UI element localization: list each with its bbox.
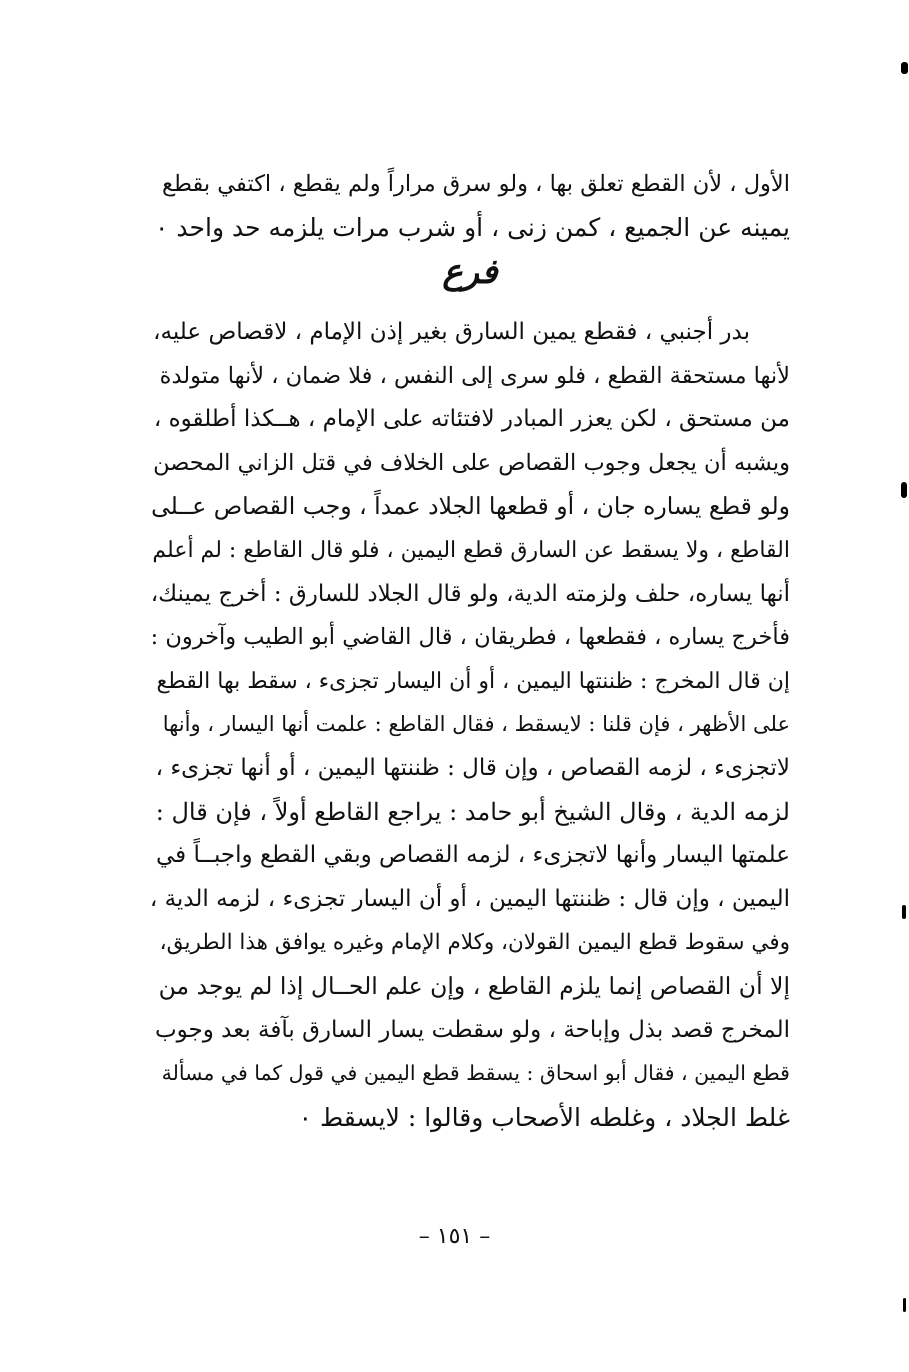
text-line: اليمين ، وإن قال : ظننتها اليمين ، أو أن اليسار تجزىء ، لزمه الدية ، [150, 885, 790, 912]
text-line: على الأظهر ، فإن قلنا : لايسقط ، فقال القاطع : علمت أنها اليسار ، وأنها [162, 712, 790, 737]
text-line: علمتها اليسار وأنها لاتجزىء ، لزمه القصاص وبقي القطع واجبــاً في [156, 842, 790, 869]
text-line: فأخرج يساره ، فقطعها ، فطريقان ، قال القاضي أبو الطيب وآخرون : [150, 624, 790, 651]
text-line: إن قال المخرج : ظننتها اليمين ، أو أن اليسار تجزىء ، سقط بها القطع [156, 668, 790, 694]
scan-edge-mark [903, 1298, 906, 1312]
text-line: لاتجزىء ، لزمه القصاص ، وإن قال : ظننتها اليمين ، أو أنها تجزىء ، [155, 754, 790, 781]
text-line: ويشبه أن يجعل وجوب القصاص على الخلاف في قتل الزاني المحصن [153, 449, 790, 476]
text-line: أنها يساره، حلف ولزمته الدية، ولو قال الجلاد للسارق : أخرج يمينك، [150, 580, 790, 607]
scan-edge-mark [901, 62, 908, 74]
text-line: لزمه الدية ، وقال الشيخ أبو حامد : يراجع القاطع أولاً ، فإن قال : [155, 797, 790, 826]
text-line: لأنها مستحقة القطع ، فلو سرى إلى النفس ، فلا ضمان ، لأنها متولدة [159, 362, 790, 389]
text-line: من مستحق ، لكن يعزر المبادر لافتئاته على الإمام ، هــكذا أطلقوه ، [153, 406, 790, 433]
text-line: وفي سقوط قطع اليمين القولان، وكلام الإمام وغيره يوافق هذا الطريق، [159, 930, 790, 956]
text-line: ولو قطع يساره جان ، أو قطعها الجلاد عمداً ، وجب القصاص عــلى [151, 492, 790, 521]
scan-edge-mark [901, 482, 907, 498]
page-number: – ١٥١ – [418, 1224, 491, 1249]
text-line: يمينه عن الجميع ، كمن زنى ، أو شرب مرات يلزمه حد واحد ٠ [155, 213, 790, 242]
body-paragraph [150, 311, 790, 1139]
intro-paragraph [150, 162, 790, 250]
text-line: القاطع ، ولا يسقط عن السارق قطع اليمين ، فلو قال القاطع : لم أعلم [152, 537, 790, 563]
text-line: المخرج قصد بذل وإباحة ، ولو سقطت يسار السارق بآفة بعد وجوب [154, 1016, 790, 1043]
text-line: الأول ، لأن القطع تعلق بها ، ولو سرق مراراً ولم يقطع ، اكتفي بقطع [162, 171, 790, 197]
text-line: قطع اليمين ، فقال أبو اسحاق : يسقط قطع اليمين في قول كما في مسألة [161, 1061, 790, 1086]
text-line: بدر أجنبي ، فقطع يمين السارق بغير إذن الإمام ، لاقصاص عليه، [153, 319, 750, 345]
scan-edge-mark [902, 905, 906, 919]
section-heading: فرع [442, 252, 498, 292]
text-line: غلط الجلاد ، وغلطه الأصحاب وقالوا : لايسقط ٠ [298, 1102, 790, 1132]
text-line: إلا أن القصاص إنما يلزم القاطع ، وإن علم الحــال إذا لم يوجد من [158, 971, 790, 1000]
